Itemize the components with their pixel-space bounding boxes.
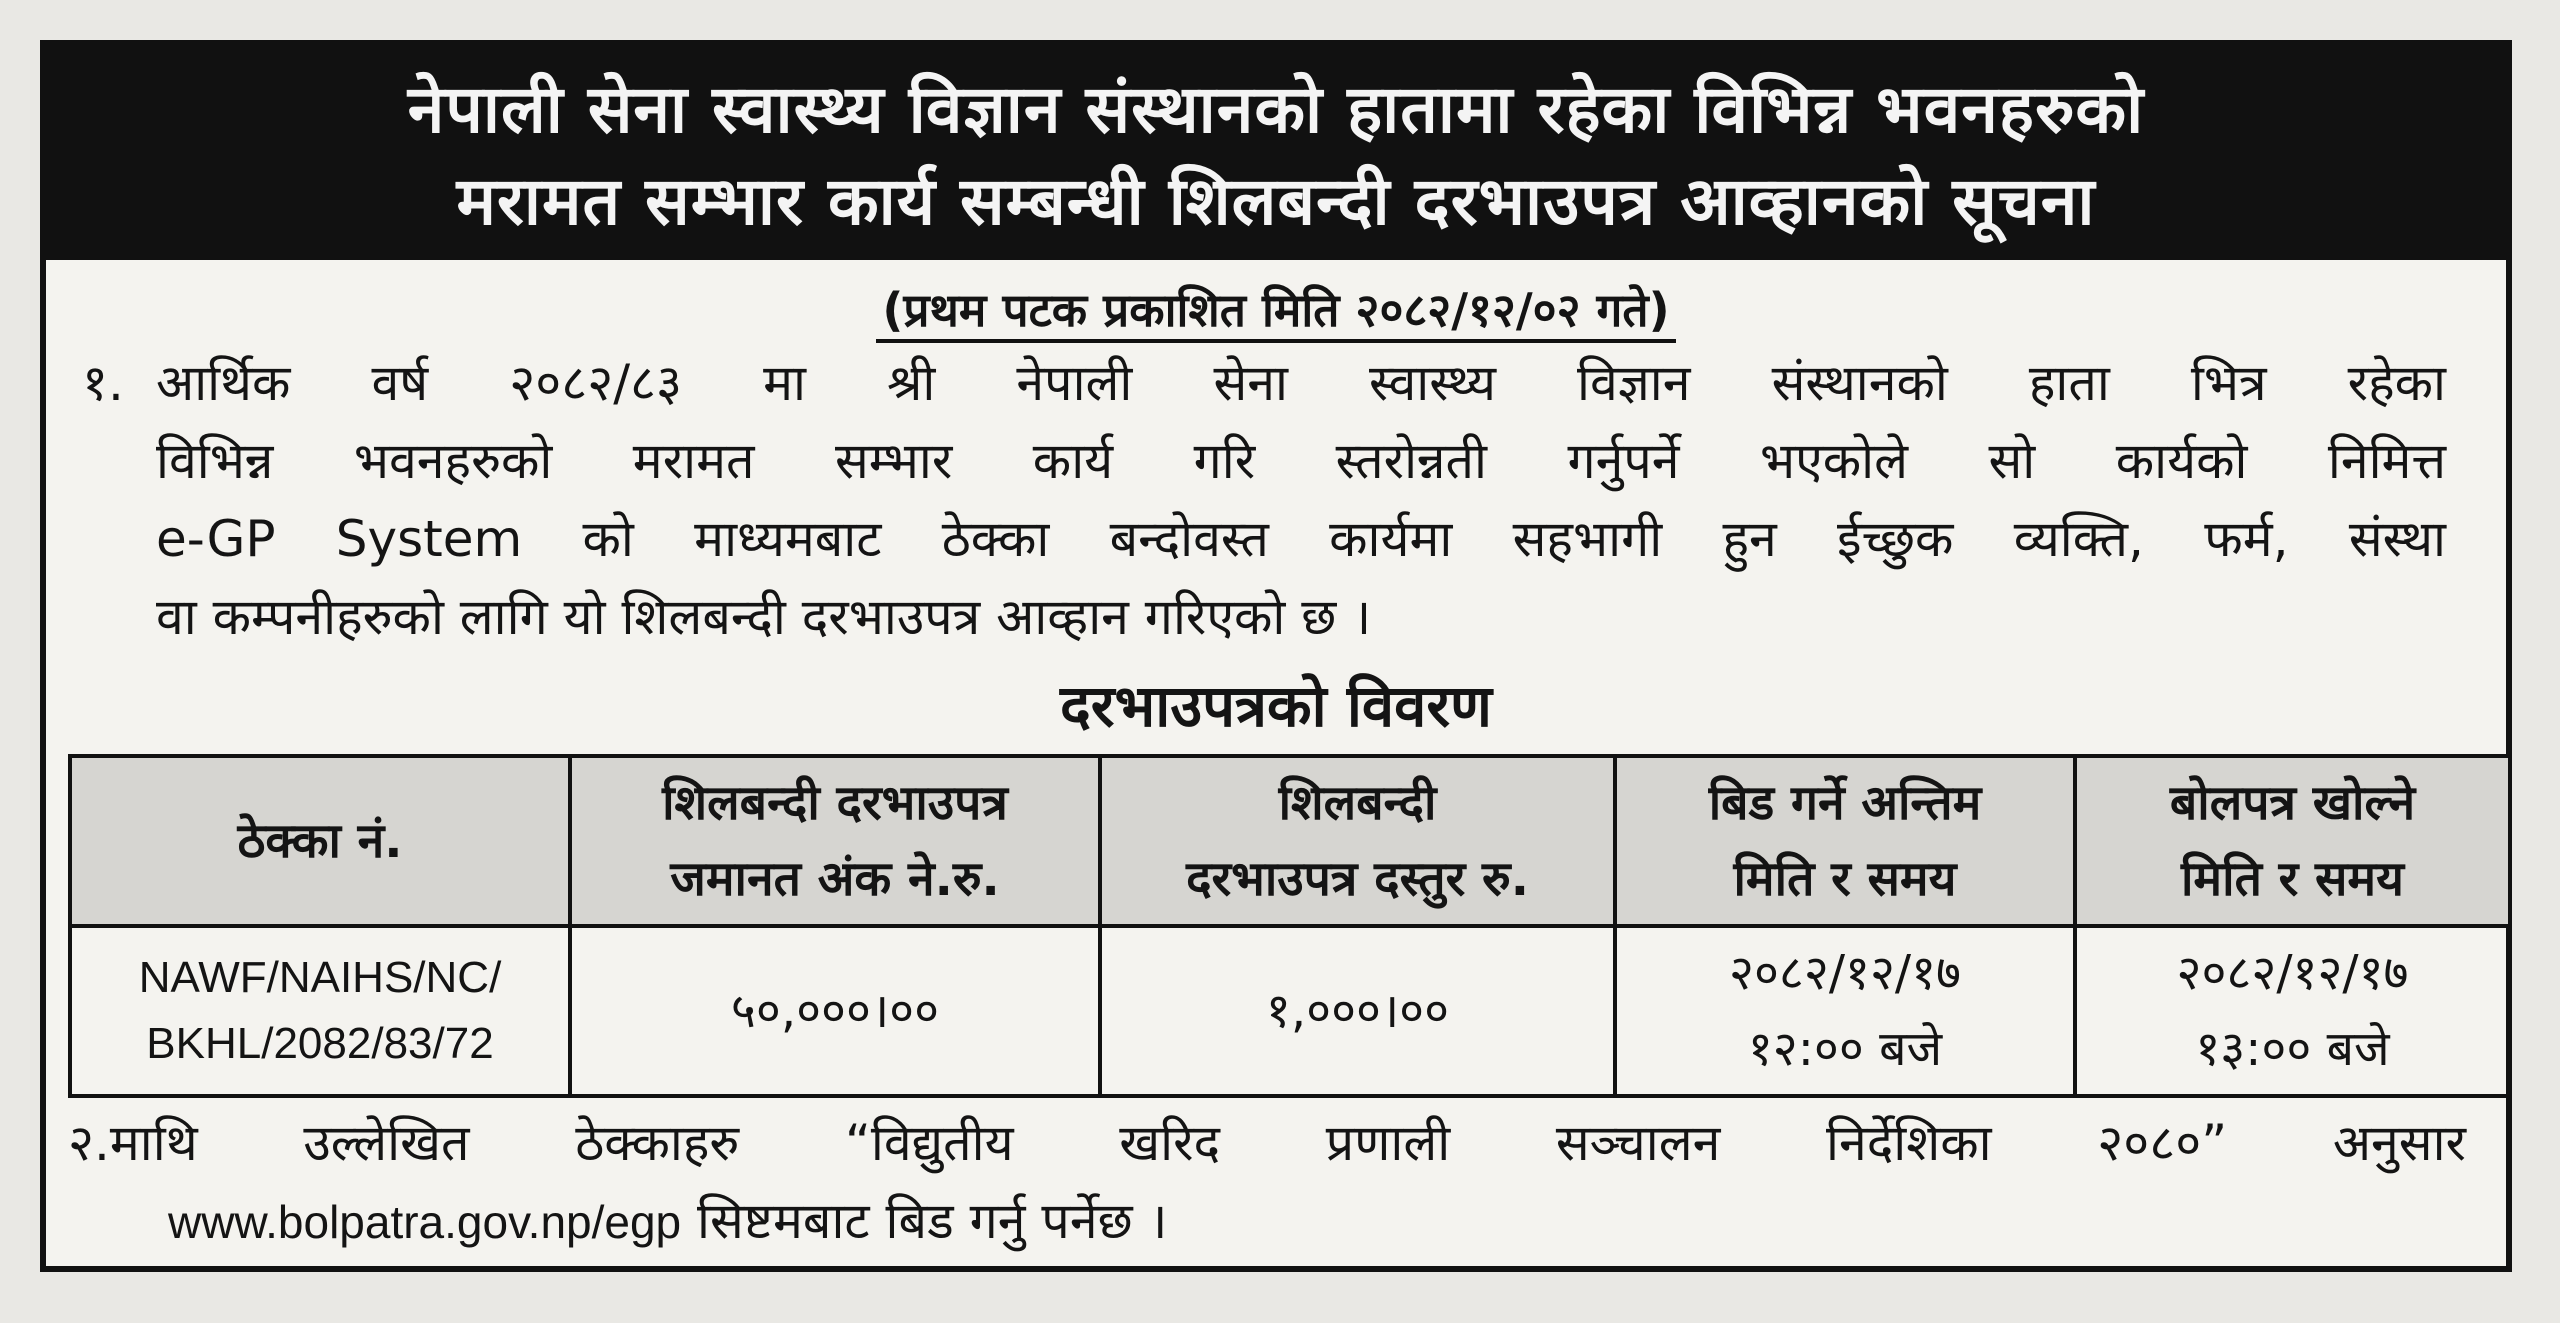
header-bid-fee-line-2: दरभाउपत्र दस्तुर रु.	[1186, 851, 1529, 907]
paragraph-1-line: e-GP System को माध्यमबाट ठेक्का बन्दोवस्त कार्यमा सहभागी हुन ईच्छुक व्यक्ति, फर्म, संस्था	[156, 510, 2446, 568]
bid-security-value: ५०,०००।००	[730, 983, 940, 1039]
section-title: दरभाउपत्रको विवरण	[1060, 672, 1492, 740]
contract-no-line-1: NAWF/NAIHS/NC/	[138, 953, 502, 1002]
cell-bid-security	[570, 926, 1100, 1096]
notice-header	[46, 46, 2506, 260]
tender-notice	[40, 40, 2512, 1272]
header-bid-fee-line-1: शिलबन्दी	[1278, 775, 1437, 831]
cell-bid-fee	[1100, 926, 1615, 1096]
header-opening-line-1: बोलपत्र खोल्ने	[2169, 775, 2416, 831]
header-bid-security	[570, 756, 1100, 926]
publication-date: (प्रथम पटक प्रकाशित मिति २०८२/१२/०२ गते)	[876, 283, 1675, 343]
paragraph-1-line: आर्थिक वर्ष २०८२/८३ मा श्री नेपाली सेना स्वास्थ्य विज्ञान संस्थानको हाता भित्र रहेका	[156, 354, 2446, 412]
cell-contract-no	[70, 926, 570, 1096]
table-row	[70, 926, 2510, 1096]
header-bid-security-line-2: जमानत अंक ने.रु.	[670, 851, 1000, 907]
header-bid-deadline-line-2: मिति र समय	[1733, 851, 1957, 907]
bid-deadline-time: १२:०० बजे	[1747, 1021, 1943, 1077]
cell-bid-deadline	[1615, 926, 2075, 1096]
bid-deadline-date: २०८२/१२/१७	[1728, 945, 1962, 1001]
header-bid-security-line-1: शिलबन्दी दरभाउपत्र	[662, 775, 1008, 831]
paragraph-2	[68, 1104, 2466, 1261]
opening-date: २०८२/१२/१७	[2176, 945, 2409, 1001]
header-bid-deadline-line-1: बिड गर्ने अन्तिम	[1708, 775, 1982, 831]
header-contract-no	[70, 756, 570, 926]
publication-date-line	[46, 278, 2506, 336]
paragraph-2-line-2	[68, 1182, 2466, 1261]
table-header-row	[70, 756, 2510, 926]
cell-opening	[2075, 926, 2510, 1096]
header-contract-no-label: ठेक्का नं.	[237, 813, 403, 869]
bid-fee-value: १,०००।००	[1265, 983, 1450, 1039]
header-bid-fee	[1100, 756, 1615, 926]
paragraph-2-line-2-text: सिष्टमबाट बिड गर्नु पर्नेछ ।	[681, 1192, 1168, 1250]
paragraph-1-number: १.	[82, 354, 124, 412]
header-opening	[2075, 756, 2510, 926]
paragraph-1	[46, 344, 2506, 656]
bid-details-table	[68, 754, 2512, 1098]
contract-no-line-2: BKHL/2082/83/72	[146, 1019, 494, 1068]
paragraph-1-line: विभिन्न भवनहरुको मरामत सम्भार कार्य गरि स्तरोन्नती गर्नुपर्ने भएकोले सो कार्यको निमित्त	[156, 432, 2446, 490]
header-bid-deadline	[1615, 756, 2075, 926]
notice-title-line-1: नेपाली सेना स्वास्थ्य विज्ञान संस्थानको हातामा रहेका विभिन्न भवनहरुको	[407, 71, 2145, 148]
egp-url: www.bolpatra.gov.np/egp	[168, 1196, 682, 1248]
paragraph-1-line: वा कम्पनीहरुको लागि यो शिलबन्दी दरभाउपत्र आव्हान गरिएको छ ।	[156, 588, 1372, 646]
opening-time: १३:०० बजे	[2195, 1021, 2390, 1077]
notice-title-line-2: मरामत सम्भार कार्य सम्बन्धी शिलबन्दी दरभाउपत्र आव्हानको सूचना	[456, 163, 2096, 240]
paragraph-2-line-1: २.माथि उल्लेखित ठेक्काहरु “विद्युतीय खरिद प्रणाली सञ्चालन निर्देशिका २०८०” अनुसार	[68, 1114, 2466, 1172]
header-opening-line-2: मिति र समय	[2181, 851, 2404, 907]
